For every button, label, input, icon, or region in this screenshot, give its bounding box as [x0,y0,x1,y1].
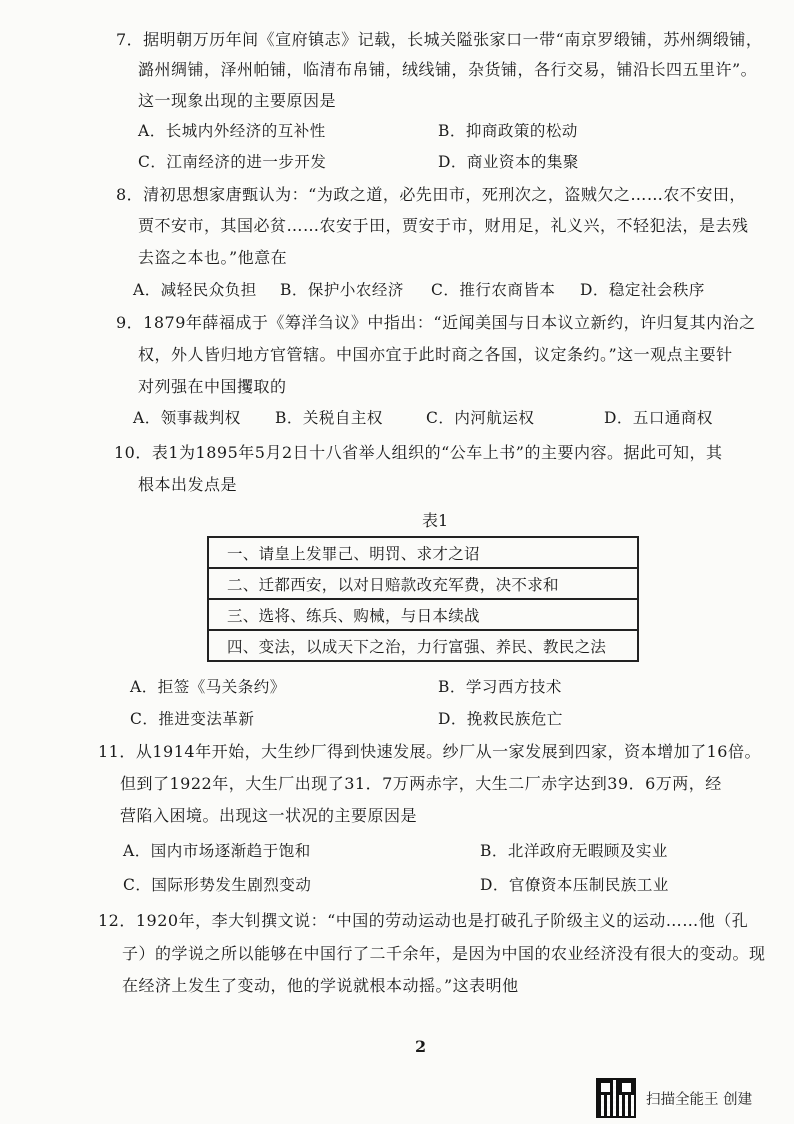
q8-line-3: 去盗之本也。”他意在 [138,248,288,267]
q9-option-a: A．领事裁判权 [133,409,241,427]
q12-line-2: 子）的学说之所以能够在中国行了二千余年，是因为中国的农业经济没有很大的变动。现 [122,944,766,963]
q9-line-2: 权，外人皆归地方官管辖。中国亦宜于此时商之各国，议定条约。”这一观点主要针 [138,345,733,364]
table-1 [207,536,639,662]
q11-option-a: A．国内市场逐渐趋于饱和 [123,842,311,860]
q11-option-b: B．北洋政府无暇顾及实业 [480,842,668,860]
q12-line-3: 在经济上发生了变动，他的学说就根本动摇。”这表明他 [122,976,519,995]
table-cell: 四、变法，以成天下之治，力行富强、养民、教民之法 [208,630,638,661]
scanner-watermark [596,1078,752,1118]
q11-line-3: 营陷入困境。出现这一状况的主要原因是 [120,806,418,825]
qr-code-icon [596,1078,636,1118]
q8-option-b: B．保护小农经济 [280,281,404,299]
q9-line-1: 9．1879年薛福成于《筹洋刍议》中指出：“近闻美国与日本议立新约，许归复其内治之 [116,313,756,332]
table-cell: 三、选将、练兵、购械，与日本续战 [208,599,638,630]
q10-option-c: C．推进变法革新 [130,710,255,728]
table-row [208,537,638,568]
q7-line-2: 潞州绸铺，泽州帕铺，临清布帛铺，绒线铺，杂货铺，各行交易，铺沿长四五里许”。 [138,60,758,79]
q7-line-1: 7．据明朝万历年间《宣府镇志》记载，长城关隘张家口一带“南京罗缎铺，苏州绸缎铺， [116,30,763,49]
q11-line-2: 但到了1922年，大生厂出现了31．7万两赤字，大生二厂赤字达到39．6万两，经 [120,774,722,793]
q8-option-c: C．推行农商皆本 [431,281,556,299]
q9-option-c: C．内河航运权 [426,409,535,427]
q10-option-d: D．挽救民族危亡 [438,710,563,728]
q7-option-b: B．抑商政策的松动 [438,122,578,140]
q7-option-a: A．长城内外经济的互补性 [138,122,326,140]
q8-line-2: 贾不安市，其国必贫……农安于田，贾安于市，财用足，礼义兴，不轻犯法，是去残 [138,216,749,235]
q12-line-1: 12．1920年，李大钊撰文说：“中国的劳动运动也是打破孔子阶级主义的运动……他（孔 [98,911,749,930]
q8-option-d: D．稳定社会秩序 [580,281,705,299]
q7-line-3: 这一现象出现的主要原因是 [138,91,337,110]
table-row [208,630,638,661]
table-row [208,599,638,630]
q11-option-d: D．官僚资本压制民族工业 [480,876,669,894]
table-cell: 二、迁都西安，以对日赔款改充军费，决不求和 [208,568,638,599]
table-caption: 表1 [422,511,449,530]
q7-option-d: D．商业资本的集聚 [438,153,579,171]
table-row [208,568,638,599]
q11-option-c: C．国际形势发生剧烈变动 [123,876,312,894]
table-cell: 一、请皇上发罪己、明罚、求才之诏 [208,537,638,568]
q9-option-d: D．五口通商权 [604,409,713,427]
q10-line-1: 10．表1为1895年5月2日十八省举人组织的“公车上书”的主要内容。据此可知，其 [114,443,723,462]
q8-option-a: A．减轻民众负担 [133,281,257,299]
q10-line-2: 根本出发点是 [138,475,238,494]
page-number: 2 [415,1037,427,1056]
q8-line-1: 8．清初思想家唐甄认为：“为政之道，必先田市，死刑次之，盗贼欠之……农不安田， [116,185,746,204]
q11-line-1: 11．从1914年开始，大生纱厂得到快速发展。纱厂从一家发展到四家，资本增加了16倍。 [98,742,761,761]
q7-option-c: C．江南经济的进一步开发 [138,153,327,171]
watermark-text: 扫描全能王 创建 [646,1091,753,1108]
q9-option-b: B．关税自主权 [275,409,383,427]
q10-option-a: A．拒签《马关条约》 [130,678,286,696]
q10-option-b: B．学习西方技术 [438,678,562,696]
q9-line-3: 对列强在中国攫取的 [138,377,287,396]
